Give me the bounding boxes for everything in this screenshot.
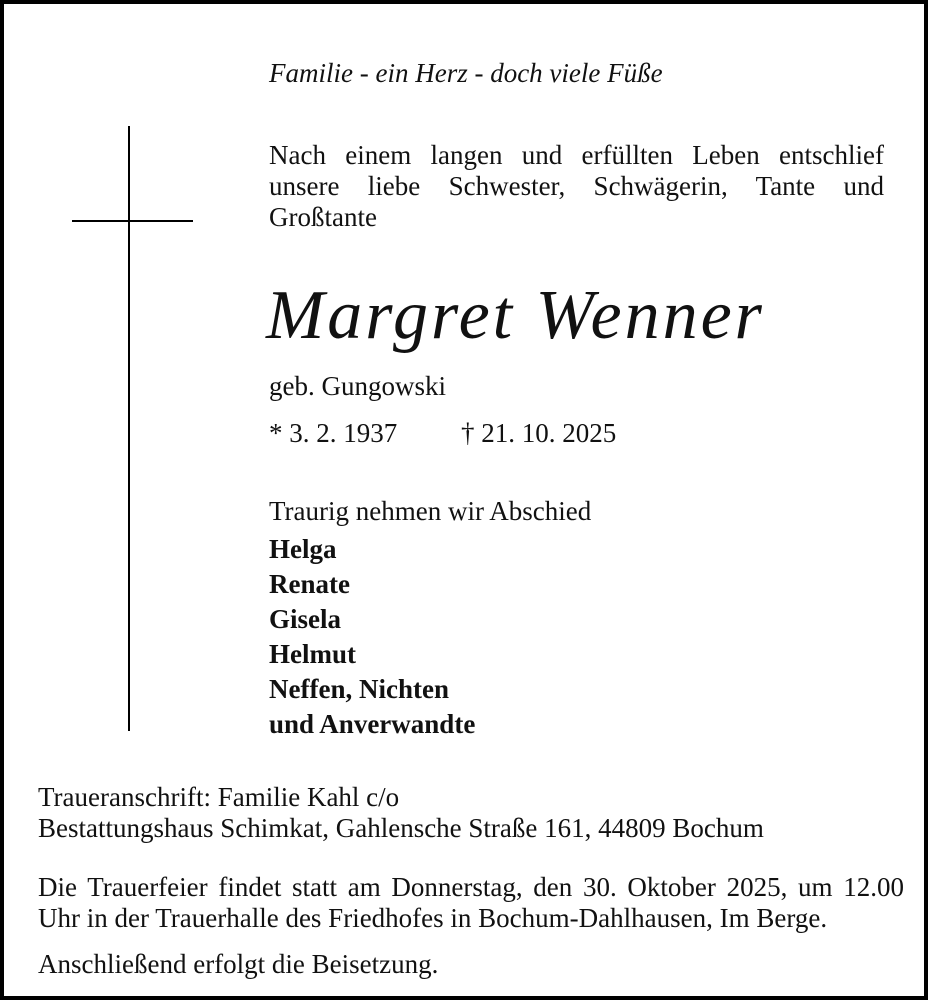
birth-date: * 3. 2. 1937 xyxy=(269,418,398,448)
death-date: † 21. 10. 2025 xyxy=(461,418,617,448)
mourner-item: Helmut xyxy=(269,639,356,669)
farewell-line: Traurig nehmen wir Abschied xyxy=(269,496,592,526)
mourning-address xyxy=(38,782,764,844)
cross-vertical-bar xyxy=(128,126,130,731)
mourner-item: Gisela xyxy=(269,604,341,634)
intro-text: Nach einem langen und erfüllten Leben entschlief unsere liebe Schwester, Schwägerin, Tante und Großtante xyxy=(269,140,884,232)
mourner-item: Helga xyxy=(269,534,337,564)
birth-name: geb. Gungowski xyxy=(269,371,446,401)
mourner-item: Neffen, Nichten xyxy=(269,674,449,704)
burial-info: Anschließend erfolgt die Beisetzung. xyxy=(38,949,439,979)
mourner-item: Renate xyxy=(269,569,350,599)
motto: Familie - ein Herz - doch viele Füße xyxy=(269,58,663,88)
address-line-2: Bestattungshaus Schimkat, Gahlensche Straße 161, 44809 Bochum xyxy=(38,813,764,843)
ceremony-info: Die Trauerfeier findet statt am Donnerstag, den 30. Oktober 2025, um 12.00 Uhr in der Trauerhalle des Friedhofes in Bochum-Dahlhausen, Im Berge. xyxy=(38,872,904,933)
mourner-item: und Anverwandte xyxy=(269,709,476,739)
deceased-name: Margret Wenner xyxy=(266,277,765,354)
mourners-list xyxy=(269,532,475,742)
address-line-1: Traueranschrift: Familie Kahl c/o xyxy=(38,782,400,812)
cross-horizontal-bar xyxy=(72,220,193,222)
